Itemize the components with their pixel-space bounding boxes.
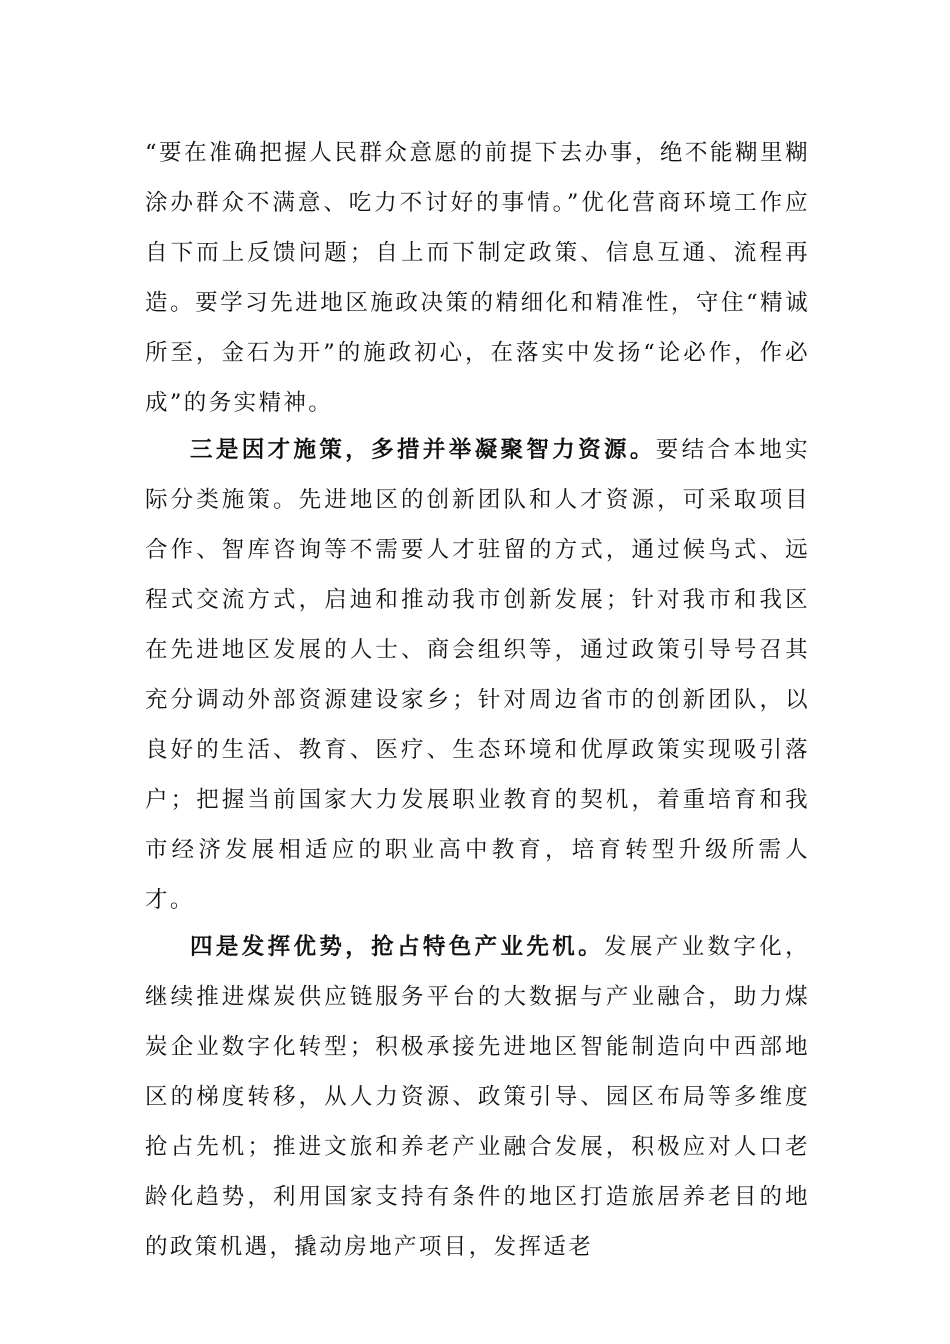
paragraph-lead-heading: 四是发挥优势，抢占特色产业先机。 xyxy=(190,934,604,960)
paragraph-lead-heading: 三是因才施策，多措并举凝聚智力资源。 xyxy=(190,437,656,463)
paragraph-talent-policy xyxy=(145,425,810,925)
paragraph-industry-advantage xyxy=(145,922,810,1272)
paragraph-text: 要结合本地实际分类施策。先进地区的创新团队和人才资源，可采取项目合作、智库咨询等不需要人才驻留的方式，通过候鸟式、远程式交流方式，启迪和推动我市创新发展；针对我市和我区在先进地区发展的人士、商会组织等，通过政策引导号召其充分调动外部资源建设家乡；针对周边省市的创新团队，以良好的生活、教育、医疗、生态环境和优厚政策实现吸引落户；把握当前国家大力发展职业教育的契机，着重培育和我市经济发展相适应的职业高中教育，培育转型升级所需人才。 xyxy=(145,437,811,913)
paragraph-continuation xyxy=(145,128,810,428)
paragraph-text: “要在准确把握人民群众意愿的前提下去办事，绝不能糊里糊涂办群众不满意、吃力不讨好的事情。”优化营商环境工作应自下而上反馈问题；自上而下制定政策、信息互通、流程再造。要学习先进地区施政决策的精细化和精准性，守住“精诚所至，金石为开”的施政初心，在落实中发扬“论必作，作必成”的务实精神。 xyxy=(145,140,810,416)
paragraph-text: 发展产业数字化，继续推进煤炭供应链服务平台的大数据与产业融合，助力煤炭企业数字化转型；积极承接先进地区智能制造向中西部地区的梯度转移，从人力资源、政策引导、园区布局等多维度抢占先机；推进文旅和养老产业融合发展，积极应对人口老龄化趋势，利用国家支持有条件的地区打造旅居养老目的地的政策机遇，撬动房地产项目，发挥适老 xyxy=(145,934,810,1260)
